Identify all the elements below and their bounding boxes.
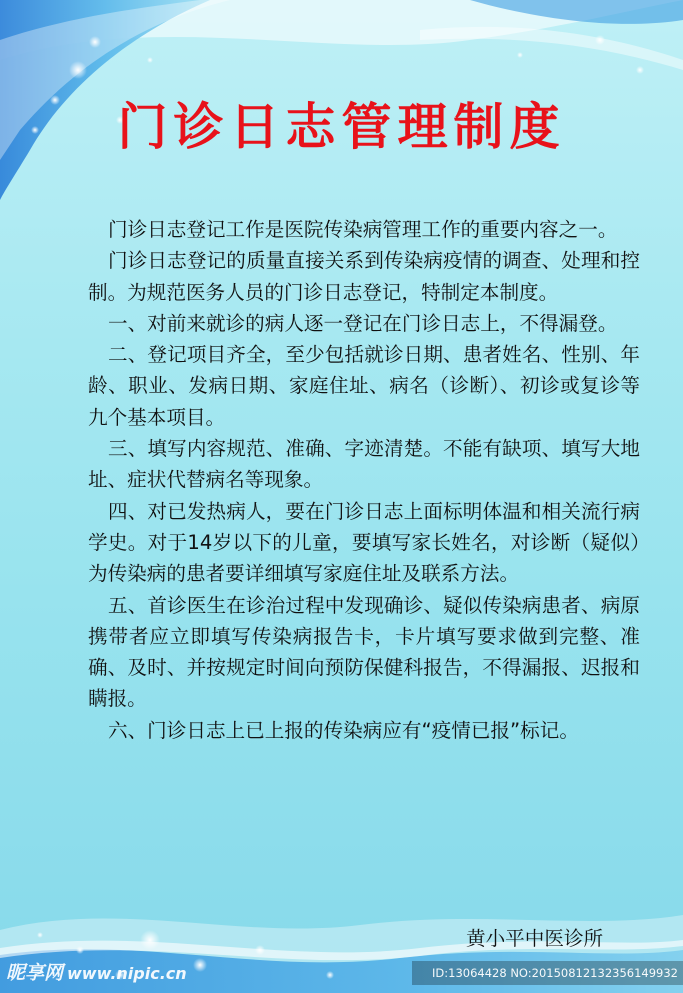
sparkle bbox=[326, 971, 334, 979]
sparkle bbox=[76, 946, 84, 954]
sparkle bbox=[595, 35, 605, 45]
sparkle bbox=[147, 57, 153, 63]
paragraph-intro-2: 门诊日志登记的质量直接关系到传染病疫情的调查、处理和控制。为规范医务人员的门诊日志登记，特制定本制度。 bbox=[88, 249, 640, 304]
page-title: 门诊日志管理制度 bbox=[117, 98, 566, 156]
clinic-signature: 黄小平中医诊所 bbox=[466, 927, 604, 950]
regulation-body bbox=[88, 214, 640, 746]
paragraph-rule-5: 五、首诊医生在诊治过程中发现确诊、疑似传染病患者、病原携带者应立即填写传染病报告卡，卡片填写要求做到完整、准确、及时、并按规定时间向预防保健科报告，不得漏报、迟报和瞒报。 bbox=[88, 593, 640, 711]
paragraph-rule-4: 四、对已发热病人，要在门诊日志上面标明体温和相关流行病学史。对于14岁以下的儿童，要填写家长姓名，对诊断（疑似）为传染病的患者要详细填写家庭住址及联系方法。 bbox=[88, 499, 640, 586]
top-right-streak bbox=[420, 27, 683, 70]
sparkle bbox=[255, 945, 265, 955]
sparkle bbox=[517, 52, 523, 58]
watermark-id: ID:13064428 NO:20150812132356149932 bbox=[432, 966, 678, 980]
watermark-url: www.nipic.cn bbox=[67, 964, 187, 983]
paragraph-intro-1: 门诊日志登记工作是医院传染病管理工作的重要内容之一。 bbox=[107, 218, 618, 241]
sparkle bbox=[89, 36, 101, 48]
watermark-logo bbox=[6, 960, 187, 987]
sparkle bbox=[69, 61, 87, 79]
paragraph-rule-3: 三、填写内容规范、准确、字迹清楚。不能有缺项、填写大地址、症状代替病名等现象。 bbox=[88, 437, 640, 492]
sparkle bbox=[636, 66, 644, 74]
paragraph-rule-1: 一、对前来就诊的病人逐一登记在门诊日志上，不得漏登。 bbox=[107, 311, 618, 335]
watermark-logo-text: 昵享网 bbox=[6, 962, 64, 984]
sparkle bbox=[140, 930, 160, 950]
sparkle bbox=[37, 932, 43, 938]
paragraph-rule-2: 二、登记项目齐全，至少包括就诊日期、患者姓名、性别、年龄、职业、发病日期、家庭住址、病名（诊断）、初诊或复诊等九个基本项目。 bbox=[88, 343, 640, 429]
paragraph-rule-6: 六、门诊日志上已上报的传染病应有“疫情已报”标记。 bbox=[107, 718, 579, 742]
sparkle bbox=[193, 958, 207, 972]
